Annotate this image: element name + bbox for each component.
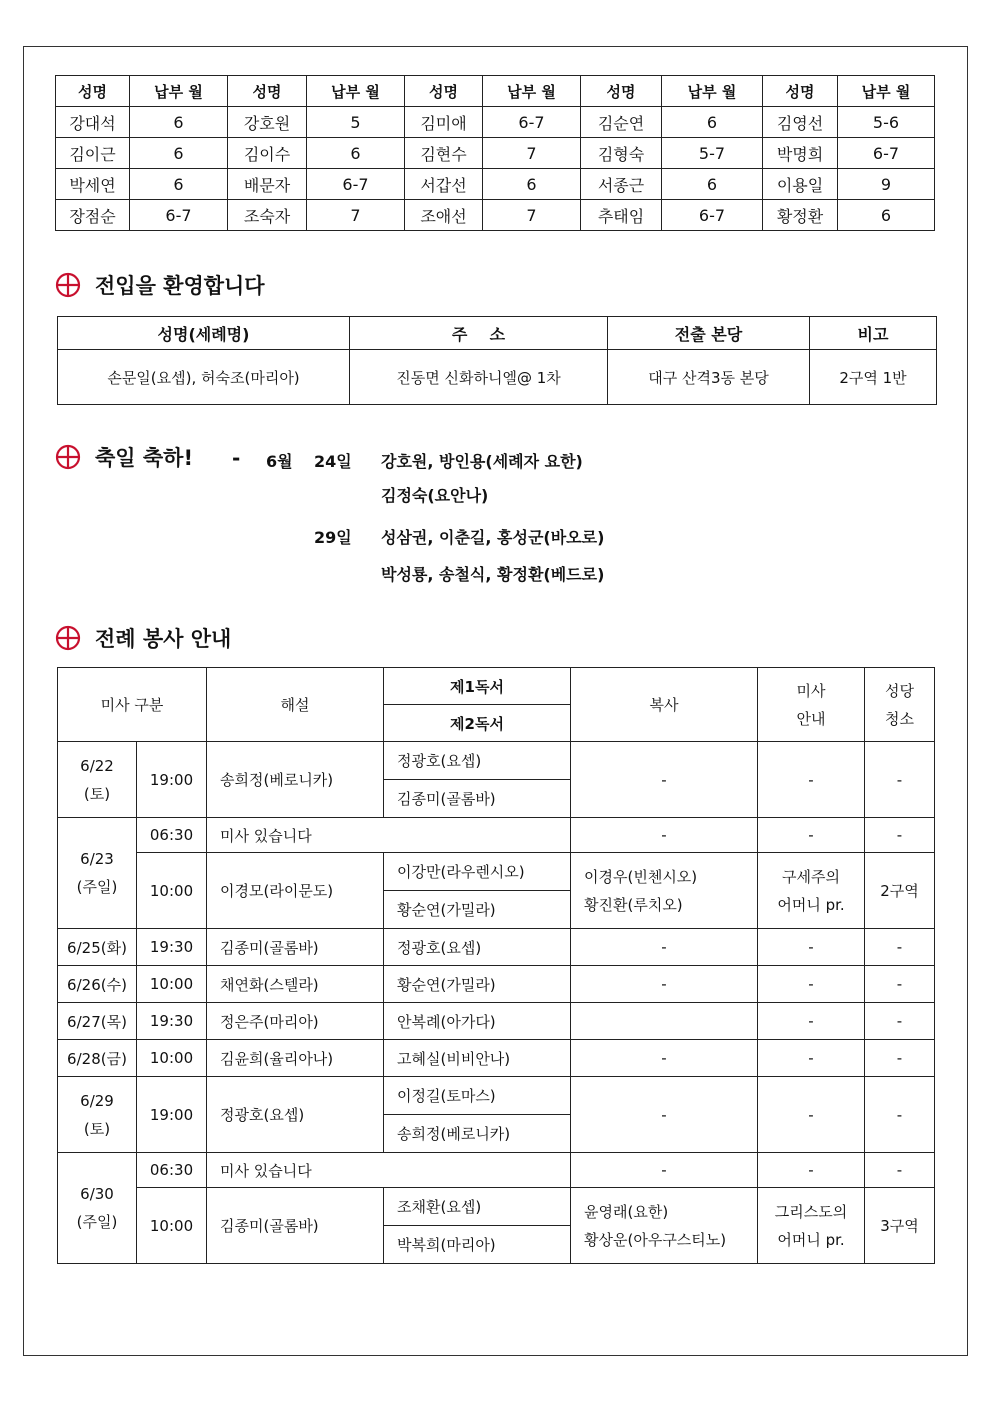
date-l2: (주일) (76, 878, 118, 896)
commentary-cell: 송희정(베로니카) (207, 742, 384, 818)
reader1-cell: 황순연(가밀라) (384, 966, 571, 1003)
time-cell: 19:30 (137, 929, 207, 966)
server-cell: - (571, 929, 758, 966)
header-commentary: 해설 (207, 668, 384, 742)
table-row (56, 169, 935, 200)
transfer-parish: 대구 산격3동 본당 (608, 350, 810, 405)
table-cell: 김순연 (581, 107, 662, 138)
table-cell: 6 (130, 138, 228, 169)
feast-names: 김정숙(요안나) (381, 486, 489, 505)
section-title-text: 전례 봉사 안내 (95, 627, 232, 651)
reader1-cell: 정광호(요셉) (384, 742, 571, 780)
date-l2: (토) (83, 784, 111, 803)
table-cell: 김형숙 (581, 138, 662, 169)
server-l2: 황진환(루치오) (584, 895, 683, 914)
feast-names: 박성룡, 송철식, 황정환(베드로) (381, 565, 605, 584)
server-l2: 황상운(아우구스티노) (584, 1230, 727, 1249)
table-cell: 6 (662, 107, 763, 138)
server-l1: 윤영래(요한) (584, 1202, 669, 1221)
table-cell: 김이근 (56, 138, 130, 169)
transfer-name: 손문일(요셉), 허숙조(마리아) (58, 350, 350, 405)
date-l2: (토) (83, 1119, 111, 1138)
date-cell (58, 1077, 137, 1153)
server-cell: - (571, 1077, 758, 1153)
server-l1: 이경우(빈첸시오) (584, 867, 698, 886)
dues-header: 성명 (228, 76, 307, 107)
guide-cell (758, 853, 865, 929)
header-guide-l2: 안내 (796, 709, 826, 728)
transfer-note: 2구역 1반 (810, 350, 937, 405)
table-cell: 6-7 (307, 169, 405, 200)
server-cell (571, 1003, 758, 1040)
guide-l1: 구세주의 (782, 867, 840, 886)
date-cell (58, 1153, 137, 1264)
date-cell: 6/27(목) (58, 1003, 137, 1040)
date-cell (58, 818, 137, 929)
table-cell: 6-7 (662, 200, 763, 231)
reader1-cell: 안복례(아가다) (384, 1003, 571, 1040)
time-cell: 10:00 (137, 1188, 207, 1264)
table-row (58, 1188, 935, 1226)
dues-header: 성명 (405, 76, 483, 107)
table-cell: 이용일 (763, 169, 838, 200)
table-cell: 5-6 (838, 107, 935, 138)
table-cell: 6-7 (130, 200, 228, 231)
guide-cell: - (758, 1077, 865, 1153)
table-cell: 6 (130, 107, 228, 138)
time-cell: 06:30 (137, 1153, 207, 1188)
reader1-cell: 이강만(라우렌시오) (384, 853, 571, 891)
table-cell: 7 (483, 200, 581, 231)
reader2-cell: 김종미(골롬바) (384, 780, 571, 818)
date-l1: 6/29 (80, 1091, 114, 1110)
transfer-header: 비고 (810, 317, 937, 350)
dues-header: 성명 (581, 76, 662, 107)
server-cell: - (571, 966, 758, 1003)
transfer-address: 진동면 신화하니엘@ 1차 (350, 350, 608, 405)
date-l1: 6/30 (80, 1185, 114, 1203)
table-cell: 6 (130, 169, 228, 200)
table-row (58, 1003, 935, 1040)
time-cell: 06:30 (137, 818, 207, 853)
table-cell: 김영선 (763, 107, 838, 138)
table-row (58, 1153, 935, 1188)
reader1-cell: 이정길(토마스) (384, 1077, 571, 1115)
cross-circle-icon (55, 444, 81, 470)
transfer-header: 성명(세례명) (58, 317, 350, 350)
server-cell: - (571, 1153, 758, 1188)
table-row (58, 929, 935, 966)
header-server: 복사 (571, 668, 758, 742)
table-cell: 김이수 (228, 138, 307, 169)
header-mass: 미사 구분 (58, 668, 207, 742)
feast-section-title (55, 442, 193, 472)
feast-names: 성삼권, 이춘길, 홍성군(바오로) (381, 528, 605, 547)
dues-header: 성명 (763, 76, 838, 107)
guide-cell: - (758, 1153, 865, 1188)
service-section-title (55, 623, 231, 653)
transfer-header: 주 소 (350, 317, 608, 350)
time-cell: 10:00 (137, 853, 207, 929)
date-cell: 6/28(금) (58, 1040, 137, 1077)
feast-day-24: 24일 (314, 452, 352, 471)
table-row (58, 1077, 935, 1115)
server-cell: - (571, 742, 758, 818)
table-row (58, 818, 935, 853)
time-cell: 19:30 (137, 1003, 207, 1040)
reader1-cell: 조채환(요셉) (384, 1188, 571, 1226)
header-guide (758, 668, 865, 742)
clean-cell: - (865, 966, 935, 1003)
table-cell: 6-7 (483, 107, 581, 138)
commentary-cell: 정광호(요셉) (207, 1077, 384, 1153)
table-cell: 김미애 (405, 107, 483, 138)
no-mass-cell: 미사 있습니다 (207, 818, 571, 853)
table-cell: 배문자 (228, 169, 307, 200)
table-cell: 6 (483, 169, 581, 200)
transfer-table (57, 316, 937, 405)
header-clean (865, 668, 935, 742)
table-row (56, 107, 935, 138)
service-header-row (58, 668, 935, 705)
server-cell: - (571, 1040, 758, 1077)
clean-cell: - (865, 1003, 935, 1040)
table-cell: 9 (838, 169, 935, 200)
feast-dash: - (232, 446, 241, 470)
commentary-cell: 이경모(라이문도) (207, 853, 384, 929)
table-cell: 6 (662, 169, 763, 200)
dues-header: 납부 월 (662, 76, 763, 107)
clean-cell: - (865, 1077, 935, 1153)
dues-header: 납부 월 (307, 76, 405, 107)
guide-l1: 그리스도의 (774, 1202, 848, 1221)
feast-month: 6월 (266, 452, 293, 471)
date-cell: 6/25(화) (58, 929, 137, 966)
guide-cell (758, 1188, 865, 1264)
clean-cell: - (865, 818, 935, 853)
table-cell: 장점순 (56, 200, 130, 231)
server-cell: - (571, 818, 758, 853)
time-cell: 19:00 (137, 1077, 207, 1153)
transfer-header: 전출 본당 (608, 317, 810, 350)
table-cell: 강대석 (56, 107, 130, 138)
dues-header: 납부 월 (483, 76, 581, 107)
dues-header: 납부 월 (838, 76, 935, 107)
header-reader2: 제2독서 (384, 705, 571, 742)
guide-cell: - (758, 742, 865, 818)
table-row (58, 966, 935, 1003)
dues-header: 성명 (56, 76, 130, 107)
guide-cell: - (758, 1003, 865, 1040)
commentary-cell: 김윤희(율리아나) (207, 1040, 384, 1077)
commentary-cell: 김종미(골롬바) (207, 929, 384, 966)
table-cell: 추태임 (581, 200, 662, 231)
header-reader1: 제1독서 (384, 668, 571, 705)
header-clean-l1: 성당 (885, 681, 914, 700)
header-clean-l2: 청소 (885, 709, 914, 728)
commentary-cell: 정은주(마리아) (207, 1003, 384, 1040)
clean-cell: - (865, 929, 935, 966)
reader1-cell: 정광호(요셉) (384, 929, 571, 966)
server-cell (571, 1188, 758, 1264)
table-row (56, 200, 935, 231)
no-mass-cell: 미사 있습니다 (207, 1153, 571, 1188)
reader2-cell: 황순연(가밀라) (384, 891, 571, 929)
clean-cell: - (865, 1153, 935, 1188)
guide-l2: 어머니 pr. (777, 895, 845, 914)
cross-circle-icon (55, 625, 81, 651)
table-row (58, 1040, 935, 1077)
feast-names: 강호원, 방인용(세례자 요한) (381, 452, 583, 471)
table-cell: 6 (838, 200, 935, 231)
server-cell (571, 853, 758, 929)
table-row (58, 742, 935, 780)
table-cell: 6 (307, 138, 405, 169)
table-cell: 7 (307, 200, 405, 231)
guide-cell: - (758, 929, 865, 966)
table-cell: 김현수 (405, 138, 483, 169)
section-title-text: 전입을 환영합니다 (95, 274, 265, 298)
table-cell: 서갑선 (405, 169, 483, 200)
cross-circle-icon (55, 272, 81, 298)
reader1-cell: 고혜실(비비안나) (384, 1040, 571, 1077)
feast-day-29: 29일 (314, 528, 352, 547)
clean-cell: - (865, 742, 935, 818)
table-row (58, 350, 937, 405)
date-cell (58, 742, 137, 818)
table-cell: 박세연 (56, 169, 130, 200)
time-cell: 10:00 (137, 1040, 207, 1077)
clean-cell: - (865, 1040, 935, 1077)
guide-l2: 어머니 pr. (777, 1230, 845, 1249)
table-cell: 5 (307, 107, 405, 138)
date-l2: (주일) (76, 1213, 118, 1231)
table-cell: 7 (483, 138, 581, 169)
time-cell: 10:00 (137, 966, 207, 1003)
table-cell: 조애선 (405, 200, 483, 231)
service-table (57, 667, 935, 1264)
clean-cell: 3구역 (865, 1188, 935, 1264)
date-l1: 6/22 (80, 756, 114, 775)
guide-cell: - (758, 818, 865, 853)
transfer-section-title (55, 270, 265, 300)
date-cell: 6/26(수) (58, 966, 137, 1003)
time-cell: 19:00 (137, 742, 207, 818)
commentary-cell: 김종미(골롬바) (207, 1188, 384, 1264)
transfer-header-row (58, 317, 937, 350)
guide-cell: - (758, 1040, 865, 1077)
dues-table (55, 75, 935, 231)
dues-header: 납부 월 (130, 76, 228, 107)
table-row (58, 853, 935, 891)
reader2-cell: 박복희(마리아) (384, 1226, 571, 1264)
table-cell: 6-7 (838, 138, 935, 169)
table-cell: 황정환 (763, 200, 838, 231)
guide-cell: - (758, 966, 865, 1003)
table-row (56, 138, 935, 169)
table-cell: 박명희 (763, 138, 838, 169)
date-l1: 6/23 (80, 850, 114, 868)
table-cell: 강호원 (228, 107, 307, 138)
header-guide-l1: 미사 (796, 681, 826, 700)
section-title-text: 축일 축하! (95, 446, 194, 470)
table-cell: 5-7 (662, 138, 763, 169)
commentary-cell: 채연화(스텔라) (207, 966, 384, 1003)
reader2-cell: 송희정(베로니카) (384, 1115, 571, 1153)
dues-header-row (56, 76, 935, 107)
clean-cell: 2구역 (865, 853, 935, 929)
table-cell: 서종근 (581, 169, 662, 200)
table-cell: 조숙자 (228, 200, 307, 231)
